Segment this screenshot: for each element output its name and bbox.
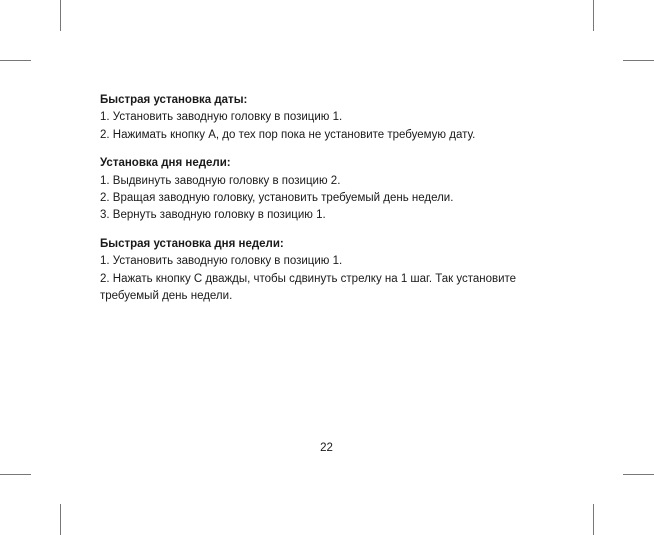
crop-mark-bottom-left-horizontal [0,474,31,475]
crop-mark-top-right-horizontal [623,60,654,61]
instruction-line: 2. Вращая заводную головку, установить требуемый день недели. [100,191,454,204]
page-number: 22 [320,442,333,454]
section-weekday-setting [100,155,530,224]
section-heading: Быстрая установка дня недели: [100,238,284,251]
instructions-text-block [100,92,530,305]
section-quick-date-setting [100,92,530,144]
section-heading: Установка дня недели: [100,157,231,170]
crop-mark-bottom-right-vertical [593,504,594,535]
crop-mark-bottom-left-vertical [60,504,61,535]
section-quick-weekday-setting [100,236,530,305]
instruction-line: требуемый день недели. [100,289,233,302]
instruction-line: 3. Вернуть заводную головку в позицию 1. [100,209,326,222]
instruction-line: 2. Нажимать кнопку А, до тех пор пока не установите требуемую дату. [100,128,476,141]
crop-mark-bottom-right-horizontal [623,474,654,475]
crop-mark-top-left-vertical [60,0,61,31]
instruction-line: 1. Выдвинуть заводную головку в позицию 2. [100,174,341,187]
crop-mark-top-right-vertical [593,0,594,31]
instruction-line: 2. Нажать кнопку С дважды, чтобы сдвинуть стрелку на 1 шаг. Так установите [100,272,517,285]
instruction-line: 1. Установить заводную головку в позицию 1. [100,255,343,268]
instruction-line: 1. Установить заводную головку в позицию 1. [100,111,343,124]
crop-mark-top-left-horizontal [0,60,31,61]
section-heading: Быстрая установка даты: [100,94,248,106]
